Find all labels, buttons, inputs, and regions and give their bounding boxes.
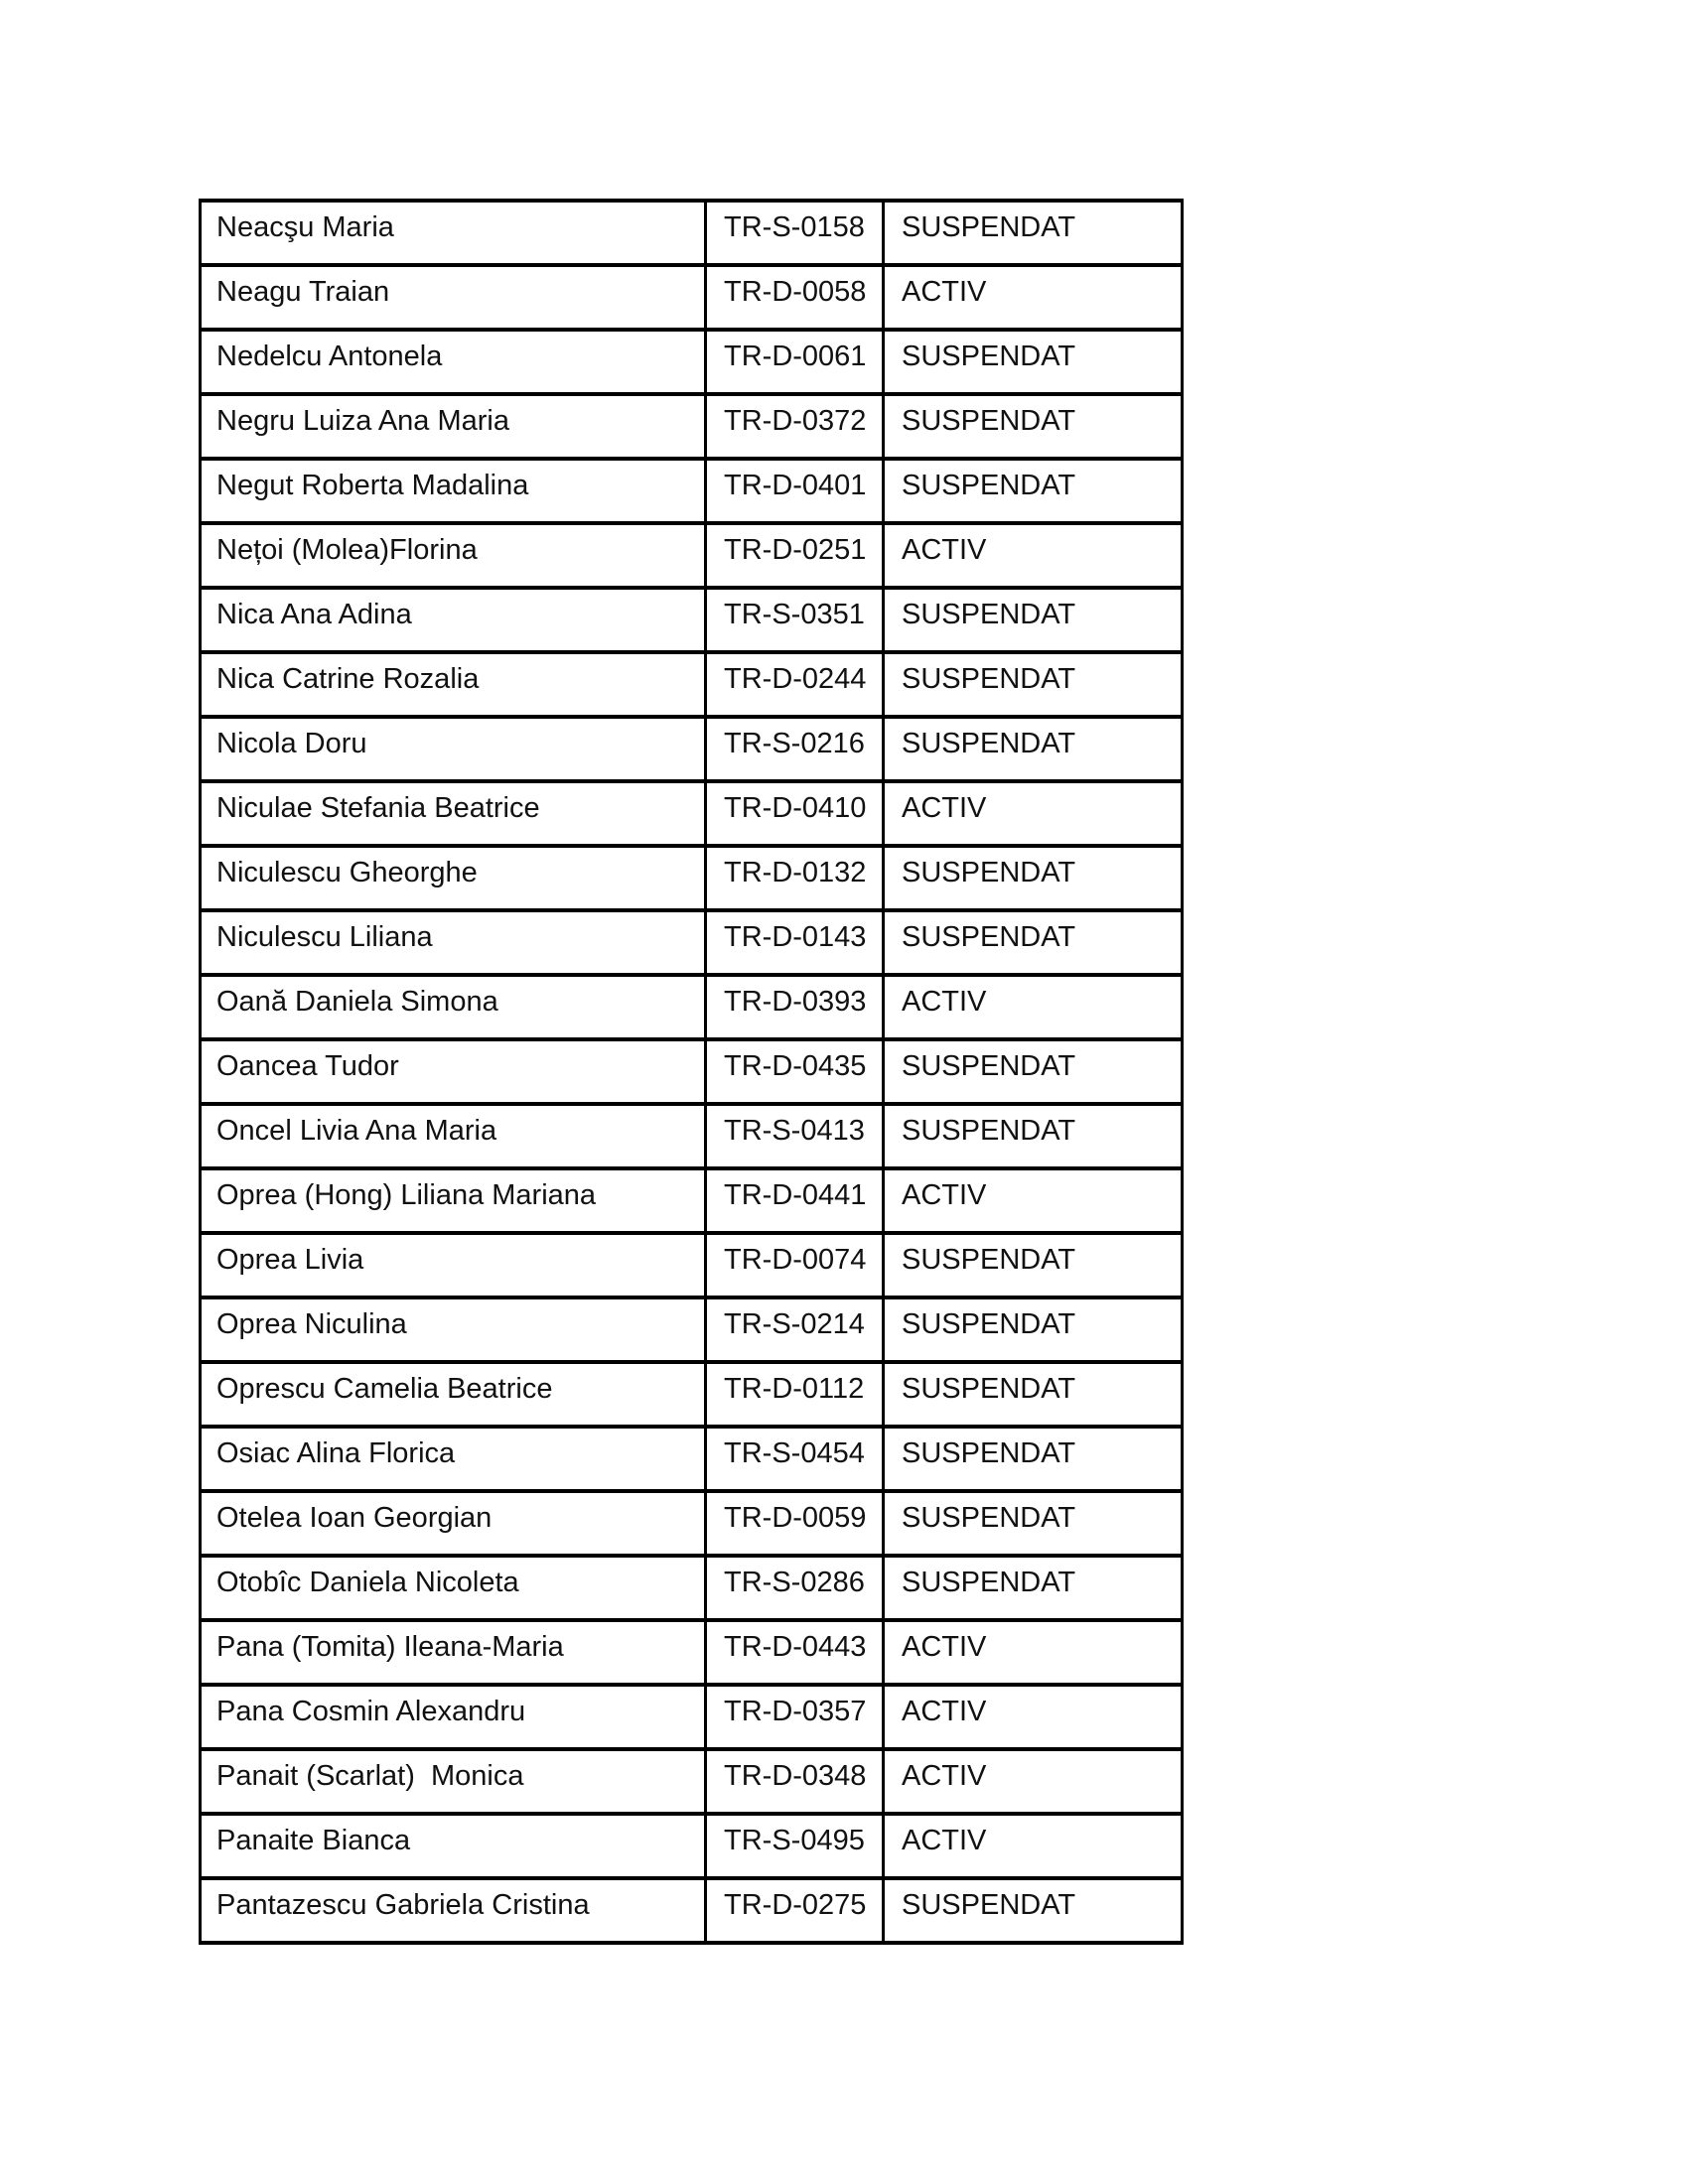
- member-code-cell: TR-S-0214: [706, 1297, 884, 1362]
- member-code-cell: TR-D-0410: [706, 781, 884, 846]
- table-row: [201, 1233, 1183, 1297]
- table-row: [201, 1749, 1183, 1814]
- member-name-cell: Pana Cosmin Alexandru: [201, 1685, 706, 1749]
- table-row: [201, 1878, 1183, 1943]
- member-code-cell: TR-D-0059: [706, 1491, 884, 1556]
- member-status-cell: SUSPENDAT: [884, 1297, 1183, 1362]
- member-name-cell: Nica Catrine Rozalia: [201, 652, 706, 717]
- member-name-cell: Oancea Tudor: [201, 1039, 706, 1104]
- member-status-cell: SUSPENDAT: [884, 910, 1183, 975]
- member-code-cell: TR-S-0413: [706, 1104, 884, 1168]
- member-name-cell: Osiac Alina Florica: [201, 1427, 706, 1491]
- table-row: [201, 652, 1183, 717]
- member-status-cell: SUSPENDAT: [884, 1491, 1183, 1556]
- member-code-cell: TR-D-0443: [706, 1620, 884, 1685]
- table-row: [201, 394, 1183, 459]
- member-status-cell: SUSPENDAT: [884, 330, 1183, 394]
- member-status-cell: ACTIV: [884, 1685, 1183, 1749]
- member-status-cell: SUSPENDAT: [884, 394, 1183, 459]
- table-row: [201, 717, 1183, 781]
- member-name-cell: Nica Ana Adina: [201, 588, 706, 652]
- member-name-cell: Neacşu Maria: [201, 201, 706, 265]
- member-code-cell: TR-D-0393: [706, 975, 884, 1039]
- members-register-table: [199, 199, 1184, 1945]
- member-status-cell: SUSPENDAT: [884, 1556, 1183, 1620]
- table-row: [201, 1556, 1183, 1620]
- member-name-cell: Negut Roberta Madalina: [201, 459, 706, 523]
- member-status-cell: SUSPENDAT: [884, 588, 1183, 652]
- member-code-cell: TR-D-0251: [706, 523, 884, 588]
- member-status-cell: ACTIV: [884, 1814, 1183, 1878]
- member-name-cell: Negru Luiza Ana Maria: [201, 394, 706, 459]
- member-status-cell: SUSPENDAT: [884, 846, 1183, 910]
- member-status-cell: SUSPENDAT: [884, 1878, 1183, 1943]
- member-status-cell: ACTIV: [884, 975, 1183, 1039]
- member-name-cell: Oprea (Hong) Liliana Mariana: [201, 1168, 706, 1233]
- member-code-cell: TR-D-0357: [706, 1685, 884, 1749]
- table-row: [201, 1491, 1183, 1556]
- table-row: [201, 781, 1183, 846]
- member-name-cell: Neagu Traian: [201, 265, 706, 330]
- member-name-cell: Niculescu Gheorghe: [201, 846, 706, 910]
- member-name-cell: Niculescu Liliana: [201, 910, 706, 975]
- member-status-cell: ACTIV: [884, 1168, 1183, 1233]
- member-code-cell: TR-S-0351: [706, 588, 884, 652]
- table-row: [201, 1104, 1183, 1168]
- member-code-cell: TR-D-0435: [706, 1039, 884, 1104]
- table-row: [201, 910, 1183, 975]
- member-status-cell: SUSPENDAT: [884, 1233, 1183, 1297]
- member-name-cell: Nedelcu Antonela: [201, 330, 706, 394]
- member-code-cell: TR-D-0112: [706, 1362, 884, 1427]
- member-name-cell: Oncel Livia Ana Maria: [201, 1104, 706, 1168]
- member-code-cell: TR-D-0074: [706, 1233, 884, 1297]
- member-status-cell: ACTIV: [884, 265, 1183, 330]
- member-code-cell: TR-D-0132: [706, 846, 884, 910]
- table-row: [201, 523, 1183, 588]
- table-row: [201, 1039, 1183, 1104]
- member-status-cell: SUSPENDAT: [884, 459, 1183, 523]
- member-name-cell: Nețoi (Molea)Florina: [201, 523, 706, 588]
- table-row: [201, 1685, 1183, 1749]
- member-status-cell: SUSPENDAT: [884, 1039, 1183, 1104]
- member-status-cell: SUSPENDAT: [884, 1362, 1183, 1427]
- member-code-cell: TR-D-0058: [706, 265, 884, 330]
- table-row: [201, 459, 1183, 523]
- table-row: [201, 1297, 1183, 1362]
- table-row: [201, 201, 1183, 265]
- member-status-cell: SUSPENDAT: [884, 652, 1183, 717]
- table-row: [201, 1362, 1183, 1427]
- table-row: [201, 1168, 1183, 1233]
- member-status-cell: SUSPENDAT: [884, 1104, 1183, 1168]
- member-code-cell: TR-D-0441: [706, 1168, 884, 1233]
- member-code-cell: TR-D-0401: [706, 459, 884, 523]
- member-code-cell: TR-D-0061: [706, 330, 884, 394]
- member-status-cell: SUSPENDAT: [884, 201, 1183, 265]
- table-row: [201, 1620, 1183, 1685]
- member-name-cell: Nicola Doru: [201, 717, 706, 781]
- table-row: [201, 265, 1183, 330]
- member-name-cell: Niculae Stefania Beatrice: [201, 781, 706, 846]
- member-code-cell: TR-D-0244: [706, 652, 884, 717]
- member-status-cell: SUSPENDAT: [884, 1427, 1183, 1491]
- member-status-cell: ACTIV: [884, 1749, 1183, 1814]
- member-code-cell: TR-S-0454: [706, 1427, 884, 1491]
- table-row: [201, 975, 1183, 1039]
- table-row: [201, 1814, 1183, 1878]
- member-status-cell: ACTIV: [884, 781, 1183, 846]
- member-code-cell: TR-S-0158: [706, 201, 884, 265]
- member-status-cell: ACTIV: [884, 1620, 1183, 1685]
- member-code-cell: TR-D-0143: [706, 910, 884, 975]
- member-name-cell: Pana (Tomita) Ileana-Maria: [201, 1620, 706, 1685]
- table-row: [201, 1427, 1183, 1491]
- table-row: [201, 330, 1183, 394]
- member-name-cell: Oprea Niculina: [201, 1297, 706, 1362]
- member-name-cell: Oprea Livia: [201, 1233, 706, 1297]
- member-code-cell: TR-S-0286: [706, 1556, 884, 1620]
- table-row: [201, 846, 1183, 910]
- member-code-cell: TR-D-0275: [706, 1878, 884, 1943]
- member-name-cell: Pantazescu Gabriela Cristina: [201, 1878, 706, 1943]
- member-status-cell: ACTIV: [884, 523, 1183, 588]
- member-name-cell: Oană Daniela Simona: [201, 975, 706, 1039]
- member-name-cell: Panait (Scarlat) Monica: [201, 1749, 706, 1814]
- member-name-cell: Oprescu Camelia Beatrice: [201, 1362, 706, 1427]
- member-status-cell: SUSPENDAT: [884, 717, 1183, 781]
- member-code-cell: TR-S-0216: [706, 717, 884, 781]
- table-body: [201, 201, 1183, 1943]
- member-code-cell: TR-S-0495: [706, 1814, 884, 1878]
- table-row: [201, 588, 1183, 652]
- member-name-cell: Otobîc Daniela Nicoleta: [201, 1556, 706, 1620]
- member-code-cell: TR-D-0348: [706, 1749, 884, 1814]
- member-name-cell: Otelea Ioan Georgian: [201, 1491, 706, 1556]
- member-name-cell: Panaite Bianca: [201, 1814, 706, 1878]
- member-code-cell: TR-D-0372: [706, 394, 884, 459]
